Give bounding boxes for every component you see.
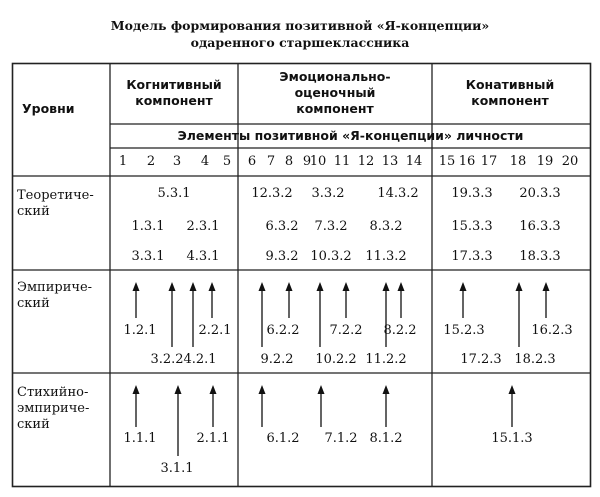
element-code: 3.1.1 [160, 461, 194, 476]
element-code: 3.3.1 [131, 249, 165, 264]
level-spontaneous-line-3: ский [17, 417, 50, 432]
cognitive-header: Когнитивный компонент [126, 77, 222, 108]
arrow-head [133, 282, 140, 291]
element-code: 7.2.2 [329, 323, 363, 338]
elements-header: Элементы позитивной «Я-концепции» личности [177, 128, 524, 143]
column-number: 11 [333, 154, 351, 169]
level-theoretical-line-1: Теоретиче- [17, 188, 94, 203]
element-code: 16.3.3 [519, 219, 561, 234]
element-code: 16.2.3 [531, 323, 573, 338]
element-code: 18.3.3 [519, 249, 561, 264]
title-line-2: одаренного старшеклассника [190, 35, 410, 50]
column-number: 13 [381, 154, 399, 169]
column-number: 16 [458, 154, 476, 169]
column-number: 5 [222, 154, 232, 169]
element-code: 11.2.2 [365, 352, 407, 367]
column-number: 7 [266, 154, 276, 169]
arrow-head [190, 282, 197, 291]
element-code: 6.1.2 [266, 431, 300, 446]
element-code: 15.2.3 [443, 323, 485, 338]
arrow-head [210, 385, 217, 394]
element-code: 14.3.2 [377, 186, 419, 201]
element-code: 7.3.2 [314, 219, 348, 234]
arrow-head [383, 385, 390, 394]
element-code: 8.2.2 [383, 323, 417, 338]
column-number: 4 [200, 154, 210, 169]
column-number: 14 [405, 154, 423, 169]
element-code: 5.3.1 [157, 186, 191, 201]
element-code: 15.1.3 [491, 431, 533, 446]
element-code: 2.1.1 [196, 431, 230, 446]
element-code: 20.3.3 [519, 186, 561, 201]
element-code: 10.3.2 [310, 249, 352, 264]
arrow-head [317, 282, 324, 291]
arrow-group [133, 282, 550, 456]
level-spontaneous-line-1: Стихийно- [17, 385, 89, 400]
element-code: 8.1.2 [369, 431, 403, 446]
arrow-head [209, 282, 216, 291]
arrow-head [175, 385, 182, 394]
arrow-head [383, 282, 390, 291]
column-number: 19 [536, 154, 554, 169]
column-number: 18 [509, 154, 527, 169]
element-code: 2.2.1 [198, 323, 232, 338]
arrow-head [169, 282, 176, 291]
column-number: 8 [284, 154, 294, 169]
level-theoretical-line-2: ский [17, 204, 50, 219]
element-code: 6.2.2 [266, 323, 300, 338]
element-code: 8.3.2 [369, 219, 403, 234]
column-number: 9 [302, 154, 312, 169]
element-code: 3.3.2 [311, 186, 345, 201]
element-code: 17.2.3 [460, 352, 502, 367]
column-number: 20 [561, 154, 579, 169]
arrow-head [343, 282, 350, 291]
arrow-head [318, 385, 325, 394]
column-number: 6 [247, 154, 257, 169]
emotional-header: Эмоционально-оценочный компонент [279, 69, 391, 116]
conative-header: Конативный компонент [465, 77, 555, 108]
element-code: 10.2.2 [315, 352, 357, 367]
element-code: 17.3.3 [451, 249, 493, 264]
arrow-head [133, 385, 140, 394]
arrow-head [259, 385, 266, 394]
element-code: 4.2.1 [183, 352, 217, 367]
column-number: 15 [438, 154, 456, 169]
element-code: 3.2.2 [150, 352, 184, 367]
arrow-head [286, 282, 293, 291]
element-code: 9.3.2 [265, 249, 299, 264]
column-number: 3 [172, 154, 182, 169]
column-number: 1 [118, 154, 128, 169]
element-code: 9.2.2 [260, 352, 294, 367]
column-number: 17 [480, 154, 498, 169]
element-code: 4.3.1 [186, 249, 220, 264]
arrow-head [509, 385, 516, 394]
element-code: 6.3.2 [265, 219, 299, 234]
element-code: 1.2.1 [123, 323, 157, 338]
column-number: 2 [146, 154, 156, 169]
levels-header: Уровни [22, 101, 75, 116]
column-number: 12 [357, 154, 375, 169]
arrow-head [398, 282, 405, 291]
arrow-head [516, 282, 523, 291]
level-spontaneous-line-2: эмпириче- [17, 401, 90, 416]
element-code: 12.3.2 [251, 186, 293, 201]
element-code: 18.2.3 [514, 352, 556, 367]
level-empirical-line-2: ский [17, 296, 50, 311]
arrow-head [259, 282, 266, 291]
element-code: 2.3.1 [186, 219, 220, 234]
title-line-1: Модель формирования позитивной «Я-концепции» [110, 18, 490, 33]
element-code: 1.3.1 [131, 219, 165, 234]
element-code: 7.1.2 [324, 431, 358, 446]
column-number: 10 [309, 154, 327, 169]
arrow-head [543, 282, 550, 291]
element-code: 19.3.3 [451, 186, 493, 201]
arrow-head [460, 282, 467, 291]
element-code: 11.3.2 [365, 249, 407, 264]
level-empirical-line-1: Эмпириче- [17, 280, 93, 295]
element-code: 1.1.1 [123, 431, 157, 446]
element-code: 15.3.3 [451, 219, 493, 234]
